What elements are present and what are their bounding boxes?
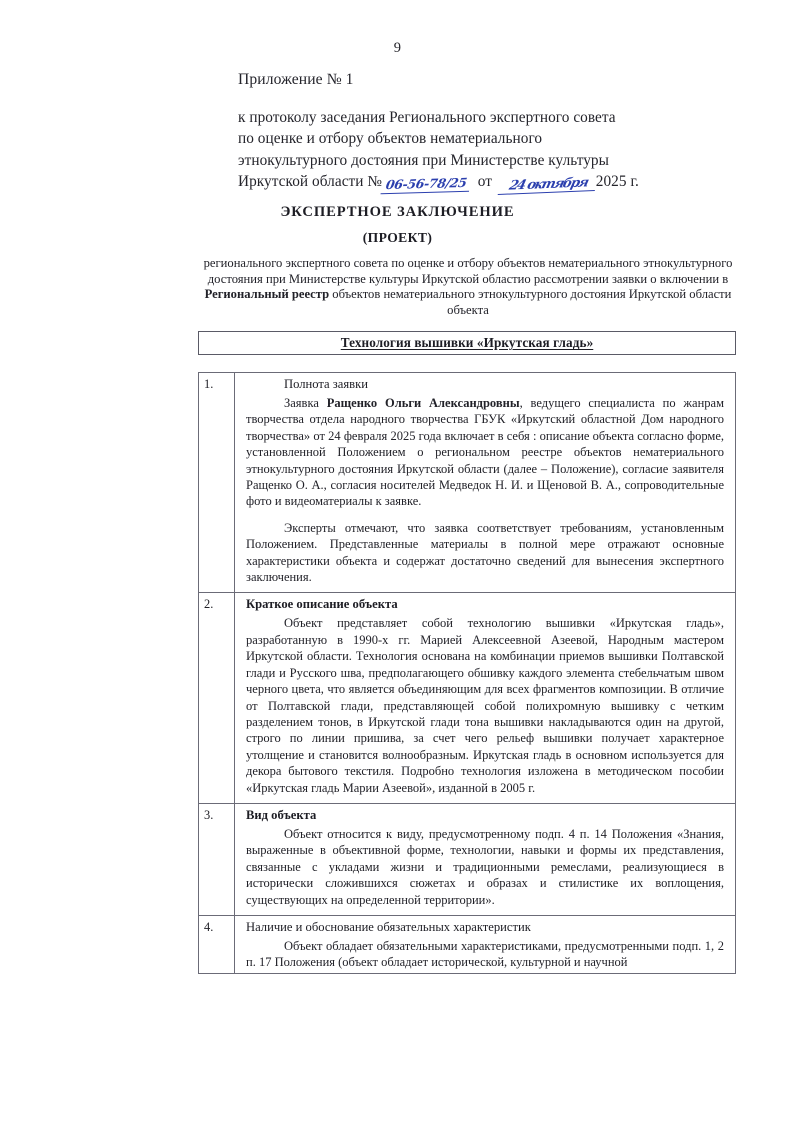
appendix-reference-text [238, 107, 750, 194]
table-row-content [235, 593, 736, 803]
object-name-text: Технология вышивки «Иркутская гладь» [340, 335, 594, 350]
appendix-line-1: к протоколу заседания Регионального экспертного совета [238, 108, 616, 126]
appendix-line-2: по оценке и отбору объектов нематериального [238, 130, 543, 148]
section-heading: Вид объекта [246, 807, 317, 822]
paragraph-text: Объект представляет собой технологию вышивки «Иркутская гладь», разработанную в 1990-х гг. Марией Алексеевной Азеевой, Народным мастером Иркутской области. Технология основана на комбинации приемов вышивки Полтавской глади и Русского шва, предполагающего обшивку каждого элемента стебельчатым швом черного цвета, что является объединяющим для всех фрагментов композиции. В отличие от Полтавской глади, представляющей собой полихромную вышивку с четким разделением тонов, в Иркутской глади тона вышивки накладываются один на другой, строго по линии пришива, за счет чего рельеф вышивки получает характерное утолщение и становится волнообразным. Иркутская гладь в основном используется для декора бытового текстиля. Подробно технология изложена в методическом пособии «Иркутская гладь Марии Азеевой», изданной в 2005 г. [246, 616, 724, 795]
table-row-content [235, 915, 736, 973]
appendix-reference-block [238, 72, 750, 193]
table-row-number: 3. [199, 803, 235, 915]
section-paragraph [246, 938, 724, 971]
table-row-content [235, 373, 736, 593]
paragraph-text: Эксперты отмечают, что заявка соответствует требованиям, установленным Положением. Представленные материалы в полной мере отражают основные характеристики объекта и содержат достаточно сведений для вынесения экспертного заключения. [246, 520, 724, 585]
preamble-part-1: регионального экспертного совета по оценке и отбору объектов нематериального этнокультурного достояния при Министерстве культуры Иркутской областио рассмотрении заявки о включении в [203, 256, 733, 286]
table-row-number: 1. [199, 373, 235, 593]
appendix-line-4-mid: от [477, 173, 493, 191]
paragraph-text: , ведущего специалиста по жанрам творчества отдела народного творчества ГБУК «Иркутский областной Дом народного творчества» от 24 февраля 2025 года включает в себя : описание объекта согласно форме, установленной Положением о региональном реестре объектов нематериального этнокультурного достояния Иркутской области (далее – Положение), согласие заявителя Ращенко О. А., согласия носителей Медведок Н. И. и Щеновой В. А., сопроводительные фото и видеоматериалы к заявке. [246, 396, 724, 509]
table-row [199, 593, 736, 803]
preamble-emphasis: Региональный реестр [204, 287, 330, 302]
assessment-table-body [199, 373, 736, 974]
section-paragraph [246, 615, 724, 795]
preamble-part-2: объектов нематериального этнокультурного достояния Иркутской области объекта [329, 287, 732, 317]
assessment-table [198, 372, 736, 974]
paragraph-emphasis: Ращенко Ольги Александровны [326, 396, 520, 410]
table-row [199, 915, 736, 973]
section-heading: Полнота заявки [284, 377, 368, 391]
table-row [199, 803, 736, 915]
table-row-number: 4. [199, 915, 235, 973]
handwritten-protocol-number: 06-56-78/25 [381, 177, 472, 194]
object-name-box [198, 331, 736, 355]
table-row-number: 2. [199, 593, 235, 803]
preamble-paragraph [198, 256, 738, 318]
table-row [199, 373, 736, 593]
handwritten-protocol-date: 24 октября [497, 176, 598, 195]
paragraph-text: Объект обладает обязательными характеристиками, предусмотренными подп. 1, 2 п. 17 Положения (объект обладает исторической, культурной и научной [246, 938, 724, 970]
document-subtitle: (ПРОЕКТ) [362, 230, 433, 245]
appendix-title: Приложение № 1 [238, 71, 354, 88]
document-title: ЭКСПЕРТНОЕ ЗАКЛЮЧЕНИЕ [280, 204, 515, 220]
page-number: 9 [393, 40, 402, 56]
appendix-line-4 [238, 171, 750, 193]
paragraph-text: Заявка [284, 396, 327, 410]
section-paragraph [246, 520, 724, 586]
appendix-line-4-prefix: Иркутской области № [238, 173, 383, 191]
section-paragraph [246, 395, 724, 510]
appendix-line-3: этнокультурного достояния при Министерстве культуры [238, 151, 609, 169]
paragraph-text: Объект относится к виду, предусмотренному подп. 4 п. 14 Положения «Знания, выраженные в объективной форме, технологии, навыки и формы их представления, связанные с укладами жизни и традиционными ремеслами, реализующиеся в исторически сложившихся сюжетах и образах и стилистике их воплощения, существующих на определенной территории». [246, 826, 724, 907]
section-heading: Наличие и обоснование обязательных характеристик [246, 919, 531, 934]
table-row-content [235, 803, 736, 915]
appendix-line-4-suffix: 2025 г. [595, 173, 639, 191]
section-paragraph [246, 826, 724, 908]
section-heading: Краткое описание объекта [246, 597, 398, 612]
